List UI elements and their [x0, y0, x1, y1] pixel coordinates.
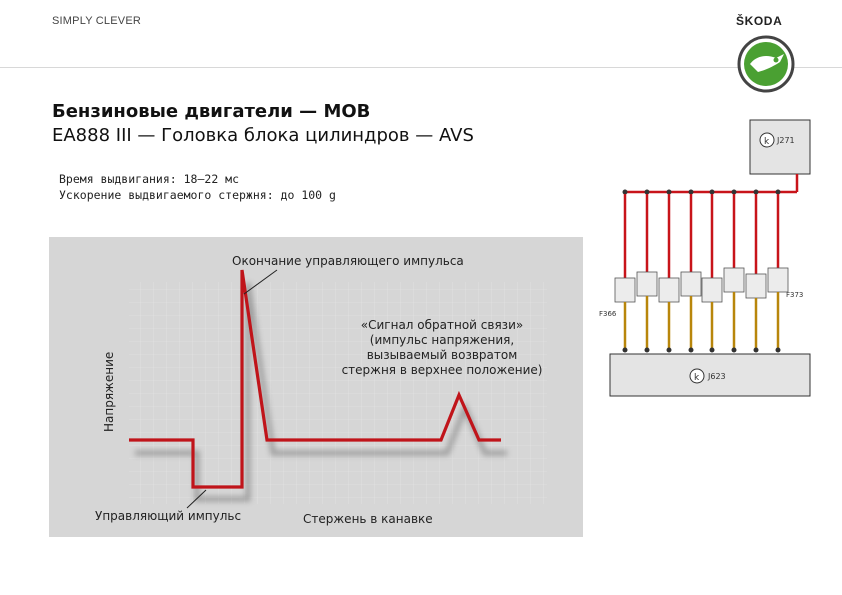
svg-text:k: k [694, 373, 700, 383]
wire-junction [776, 190, 781, 195]
wire-junction [710, 190, 715, 195]
label-j623: J623 [708, 372, 726, 381]
label-control-pulse: Управляющий импульс [95, 509, 242, 523]
actuator-wires [615, 190, 788, 353]
y-axis-label: Напряжение [102, 351, 116, 432]
actuator-box [615, 278, 635, 302]
spec-acceleration: Ускорение выдвигаемого стержня: до 100 g [59, 188, 336, 202]
label-pulse-end: Окончание управляющего импульса [232, 254, 464, 268]
control-unit-j623 [610, 354, 810, 396]
label-feedback: «Сигнал обратной связи» (импульс напряжения, вызываемый возвратом стержня в верхнее положение) [341, 318, 543, 377]
actuator-box [768, 268, 788, 292]
label-groove: Стержень в канавке [303, 512, 433, 526]
signal-diagram [49, 237, 583, 537]
wire-connector [732, 348, 737, 353]
actuator-box [702, 278, 722, 302]
actuator-box [681, 272, 701, 296]
page-subtitle: EA888 III — Головка блока цилиндров — AVS [52, 125, 474, 146]
wiring-schematic [590, 110, 820, 400]
actuator-box [637, 272, 657, 296]
page-title: Бензиновые двигатели — MOB [52, 101, 371, 122]
wire-connector [689, 348, 694, 353]
wire-junction [667, 190, 672, 195]
label-j271: J271 [777, 136, 795, 145]
label-f366: F366 [599, 310, 617, 318]
brand-wordmark: ŠKODA [736, 14, 783, 28]
actuator-box [724, 268, 744, 292]
wire-connector [667, 348, 672, 353]
spec-extend-time: Время выдвигания: 18–22 мс [59, 172, 240, 186]
wire-junction [645, 190, 650, 195]
wire-junction [754, 190, 759, 195]
wire-connector [710, 348, 715, 353]
actuator-box [746, 274, 766, 298]
wire-connector [623, 348, 628, 353]
control-unit-j271 [750, 120, 810, 174]
wire-junction [732, 190, 737, 195]
slogan: SIMPLY CLEVER [52, 15, 142, 27]
svg-text:k: k [764, 137, 770, 147]
actuator-box [659, 278, 679, 302]
wire-junction [623, 190, 628, 195]
wire-connector [754, 348, 759, 353]
label-f373: F373 [786, 291, 804, 299]
wire-connector [776, 348, 781, 353]
skoda-logo-icon [736, 34, 796, 94]
wire-connector [645, 348, 650, 353]
wire-junction [689, 190, 694, 195]
header-divider [0, 67, 842, 68]
